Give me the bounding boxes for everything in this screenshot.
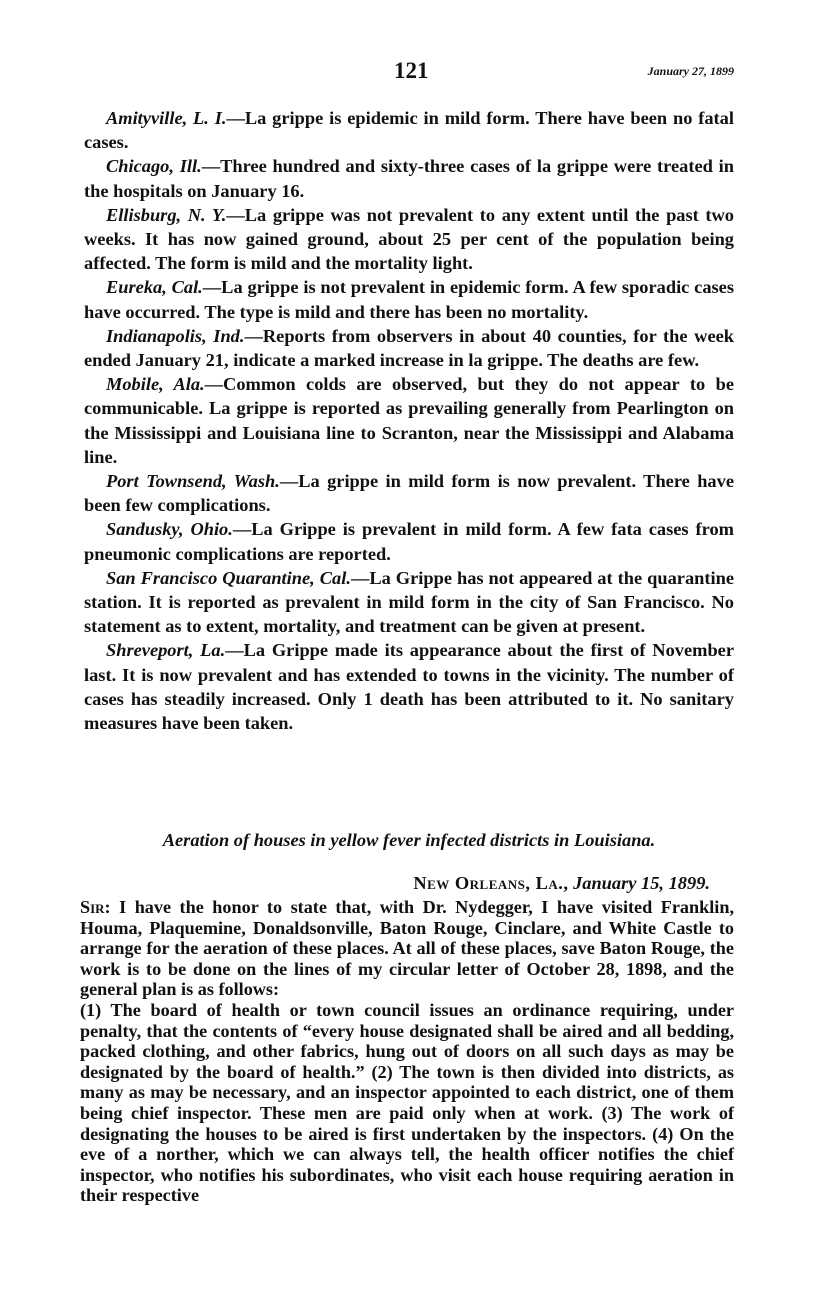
report-place: Shreveport, La. (106, 640, 226, 661)
report-text: La grippe is not prevalent in epidemic form. A few sporadic cases have occurred. The type is mild and there has been no mortality. (84, 277, 734, 322)
report-place: Amityville, L. I. (106, 108, 227, 128)
letter-paragraph: (1) The board of health or town council issues an ordinance requiring, under penalty, that the contents of “every house designated shall be aired and all bedding, packed clothing, and other fabrics, hung out of doors on all such days as may be designated by the board of health.” (2) The town is then divided into districts, as many as may be necessary, and an inspector appointed to each district, one of them being chief inspector. These men are paid only when at work. (3) The work of designating the houses to be aired is first undertaken by the inspectors. (4) On the eve of a norther, which we can always tell, the health officer notifies the chief inspector, who notifies his subordinates, who visit each house requiring aeration in their respective (80, 999, 734, 1206)
report-text: La Grippe has not appeared at the quarantine station. It is reported as prevalent in mild form in the city of San Francisco. No statement as to extent, mortality, and treatment can be given at present. (84, 567, 734, 637)
letter-dateline (84, 873, 710, 894)
report-place: Sandusky, Ohio. (106, 519, 233, 540)
report-paragraph: Amityville, L. I.—La grippe is epidemic in mild form. There have been no fatal cases. (84, 108, 734, 153)
report-text: La grippe was not prevalent to any extent until the past two weeks. It has now gained ground, about 25 per cent of the population being affected. The form is mild and the mortality light. (84, 204, 734, 274)
letter-salutation: Sir: (80, 897, 111, 917)
section-heading: Aeration of houses in yellow fever infected districts in Louisiana. (162, 830, 656, 850)
page-header (84, 58, 734, 88)
running-date: January 27, 1899 (647, 64, 734, 78)
report-place: Mobile, Ala. (106, 374, 205, 395)
report-text: La grippe is epidemic in mild form. There have been no fatal cases. (84, 108, 734, 153)
report-text: Reports from observers in about 40 counties, for the week ended January 21, indicate a marked increase in la grippe. The deaths are few. (84, 325, 735, 371)
letter-paragraph (80, 897, 734, 1000)
report-text: La Grippe made its appearance about the first of November last. It is now prevalent and has extended to towns in the vicinity. The number of cases has steadily increased. Only 1 death has been attributed to it. No sanitary measures have been taken. (84, 640, 734, 734)
dateline-location: New Orleans, La., (413, 873, 569, 893)
report-text: Three hundred and sixty-three cases of la grippe were treated in the hospitals on January 16. (84, 156, 734, 201)
report-place: Ellisburg, N. Y. (106, 204, 227, 225)
report-paragraph: Shreveport, La.—La Grippe made its appearance about the first of November last. It is now prevalent and has extended to towns in the vicinity. The number of cases has steadily increased. Only 1 death has been attributed to it. No sanitary measures have been taken. (84, 640, 734, 734)
report-place: San Francisco Quarantine, Cal. (106, 567, 351, 588)
report-text: La Grippe is prevalent in mild form. A few fata cases from pneumonic complications are reported. (84, 519, 735, 564)
report-paragraph: Chicago, Ill.—Three hundred and sixty-three cases of la grippe were treated in the hospitals on January 16. (84, 156, 734, 201)
report-paragraph: Port Townsend, Wash.—La grippe in mild form is now prevalent. There have been few complications. (84, 471, 734, 516)
report-paragraph: San Francisco Quarantine, Cal.—La Grippe has not appeared at the quarantine station. It is reported as prevalent in mild form in the city of San Francisco. No statement as to extent, mortality, and treatment can be given at present. (84, 567, 734, 637)
report-paragraph: Sandusky, Ohio.—La Grippe is prevalent in mild form. A few fata cases from pneumonic complications are reported. (84, 519, 735, 564)
report-paragraph: Mobile, Ala.—Common colds are observed, but they do not appear to be communicable. La grippe is reported as prevailing generally from Pearlington on the Mississippi and Louisiana line to Scranton, near the Mississippi and Alabama line. (84, 374, 734, 467)
page-number: 121 (394, 58, 429, 83)
letter-paragraph-text: I have the honor to state that, with Dr. Nydegger, I have visited Franklin, Houma, Plaquemine, Donaldsonville, Baton Rouge, Cinclare, and White Castle to arrange for the aeration of these places. At all of these places, save Baton Rouge, the work is to be done on the lines of my circular letter of October 28, 1898, and the general plan is as follows: (80, 897, 735, 1000)
report-paragraph: Ellisburg, N. Y.—La grippe was not prevalent to any extent until the past two weeks. It has now gained ground, about 25 per cent of the population being affected. The form is mild and the mortality light. (84, 204, 734, 274)
report-place: Port Townsend, Wash. (106, 471, 280, 492)
report-place: Indianapolis, Ind. (106, 325, 245, 346)
report-place: Eureka, Cal. (106, 277, 203, 298)
la-grippe-reports (84, 106, 734, 735)
report-paragraph: Eureka, Cal.—La grippe is not prevalent in epidemic form. A few sporadic cases have occurred. The type is mild and there has been no mortality. (84, 277, 734, 322)
dateline-date: January 15, 1899. (573, 873, 710, 893)
report-paragraph: Indianapolis, Ind.—Reports from observers in about 40 counties, for the week ended January 21, indicate a marked increase in la grippe. The deaths are few. (84, 325, 735, 371)
report-text: La grippe in mild form is now prevalent. There have been few complications. (84, 471, 734, 516)
report-text: Common colds are observed, but they do not appear to be communicable. La grippe is reported as prevailing generally from Pearlington on the Mississippi and Louisiana line to Scranton, near the Mississippi and Alabama line. (84, 374, 734, 467)
report-place: Chicago, Ill. (106, 156, 202, 177)
letter-body (80, 897, 734, 1206)
